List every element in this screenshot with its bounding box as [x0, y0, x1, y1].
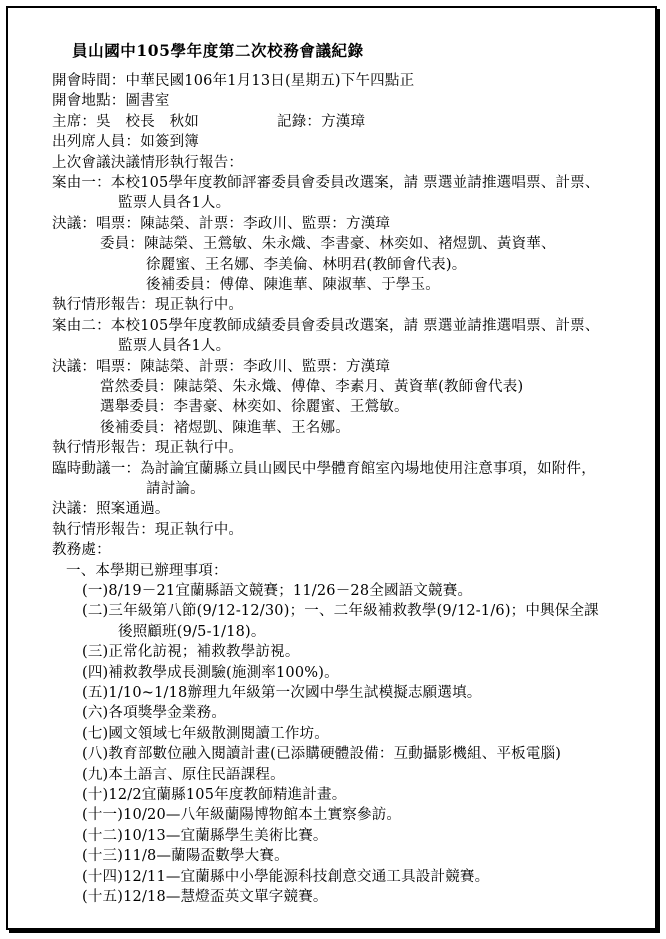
attendees: 出列席人員：如簽到簿	[52, 134, 199, 150]
execution-report-1: 執行情形報告：現正執行中。	[52, 297, 244, 313]
list-item: (十二)10/13—宜蘭縣學生美術比賽。	[82, 828, 328, 844]
recorder: 記錄：方漢璋	[277, 114, 366, 130]
resolution-1-line-3: 徐麗蜜、王名娜、李美倫、林明君(教師會代表)。	[146, 257, 467, 273]
meeting-time: 開會時間：中華民國106年1月13日(星期五)下午四點正	[52, 73, 415, 89]
resolution-2-line-4: 後補委員：褚煜凱、陳進華、王名娜。	[100, 420, 350, 436]
meeting-place: 開會地點：圖書室	[52, 93, 170, 109]
list-item: (七)國文領域七年級散測閱讀工作坊。	[82, 726, 329, 742]
list-item: (四)補救教學成長測驗(施測率100%)。	[82, 665, 339, 681]
list-item: (十三)11/8—蘭陽盃數學大賽。	[82, 848, 289, 864]
list-item: (九)本土語言、原住民語課程。	[82, 767, 285, 783]
resolution-3: 決議：照案通過。	[52, 501, 170, 517]
list-item: (八)教育部數位融入閱讀計畫(已添購硬體設備：互動攝影機組、平板電腦)	[82, 746, 562, 762]
list-item-continuation: 後照顧班(9/5-1/18)。	[118, 624, 266, 640]
academic-office-heading: 教務處：	[52, 542, 111, 558]
document-title: 員山國中105學年度第二次校務會議紀錄	[72, 41, 364, 60]
previous-resolution-report-heading: 上次會議決議情形執行報告：	[52, 155, 244, 171]
list-item: (十一)10/20—八年級蘭陽博物館本土實察參訪。	[82, 807, 402, 823]
chairperson: 主席：吳 校長 秋如	[52, 114, 199, 130]
case-2-line-1: 案由二：本校105學年度教師成績委員會委員改選案，請 票選並請推選唱票、計票、	[52, 318, 600, 334]
case-1-line-2: 監票人員各1人。	[118, 195, 231, 211]
resolution-1-line-2: 委員：陳誌榮、王鶯敏、朱永熾、李書豪、林奕如、褚煜凱、黃資華、	[100, 236, 556, 252]
list-item: (十)12/2宜蘭縣105年度教師精進計畫。	[82, 787, 347, 803]
motion-1-line-1: 臨時動議一：為討論宜蘭縣立員山國民中學體育館室內場地使用注意事項，如附件，	[52, 461, 596, 477]
resolution-2-line-1: 決議：唱票：陳誌榮、計票：李政川、監票：方漢璋	[52, 359, 391, 375]
resolution-1-line-4: 後補委員：傅偉、陳進華、陳淑華、于學玉。	[146, 277, 440, 293]
execution-report-2: 執行情形報告：現正執行中。	[52, 440, 244, 456]
list-item: (二)三年級第八節(9/12-12/30)；一、二年級補救教學(9/12-1/6)；中興保全課	[82, 603, 599, 619]
resolution-2-line-3: 選舉委員：李書豪、林奕如、徐麗蜜、王鶯敏。	[100, 399, 409, 415]
list-item: (一)8/19－21宜蘭縣語文競賽；11/26－28全國語文競賽。	[82, 583, 473, 599]
list-item: (三)正常化訪視；補救教學訪視。	[82, 644, 300, 660]
list-item: (五)1/10~1/18辦理九年級第一次國中學生試模擬志願選填。	[82, 685, 482, 701]
section-1-heading: 一、本學期已辦理事項：	[66, 563, 228, 579]
list-item: (六)各項獎學金業務。	[82, 705, 227, 721]
case-1-line-1: 案由一：本校105學年度教師評審委員會委員改選案，請 票選並請推選唱票、計票、	[52, 175, 600, 191]
execution-report-3: 執行情形報告：現正執行中。	[52, 522, 244, 538]
list-item: (十五)12/18—慧燈盃英文單字競賽。	[82, 889, 328, 905]
list-item: (十四)12/11—宜蘭縣中小學能源科技創意交通工具設計競賽。	[82, 869, 490, 885]
motion-1-line-2: 請討論。	[146, 481, 205, 497]
resolution-2-line-2: 當然委員：陳誌榮、朱永熾、傅偉、李素月、黃資華(教師會代表)	[100, 379, 524, 395]
resolution-1-line-1: 決議：唱票：陳誌榮、計票：李政川、監票：方漢璋	[52, 216, 391, 232]
case-2-line-2: 監票人員各1人。	[118, 338, 231, 354]
